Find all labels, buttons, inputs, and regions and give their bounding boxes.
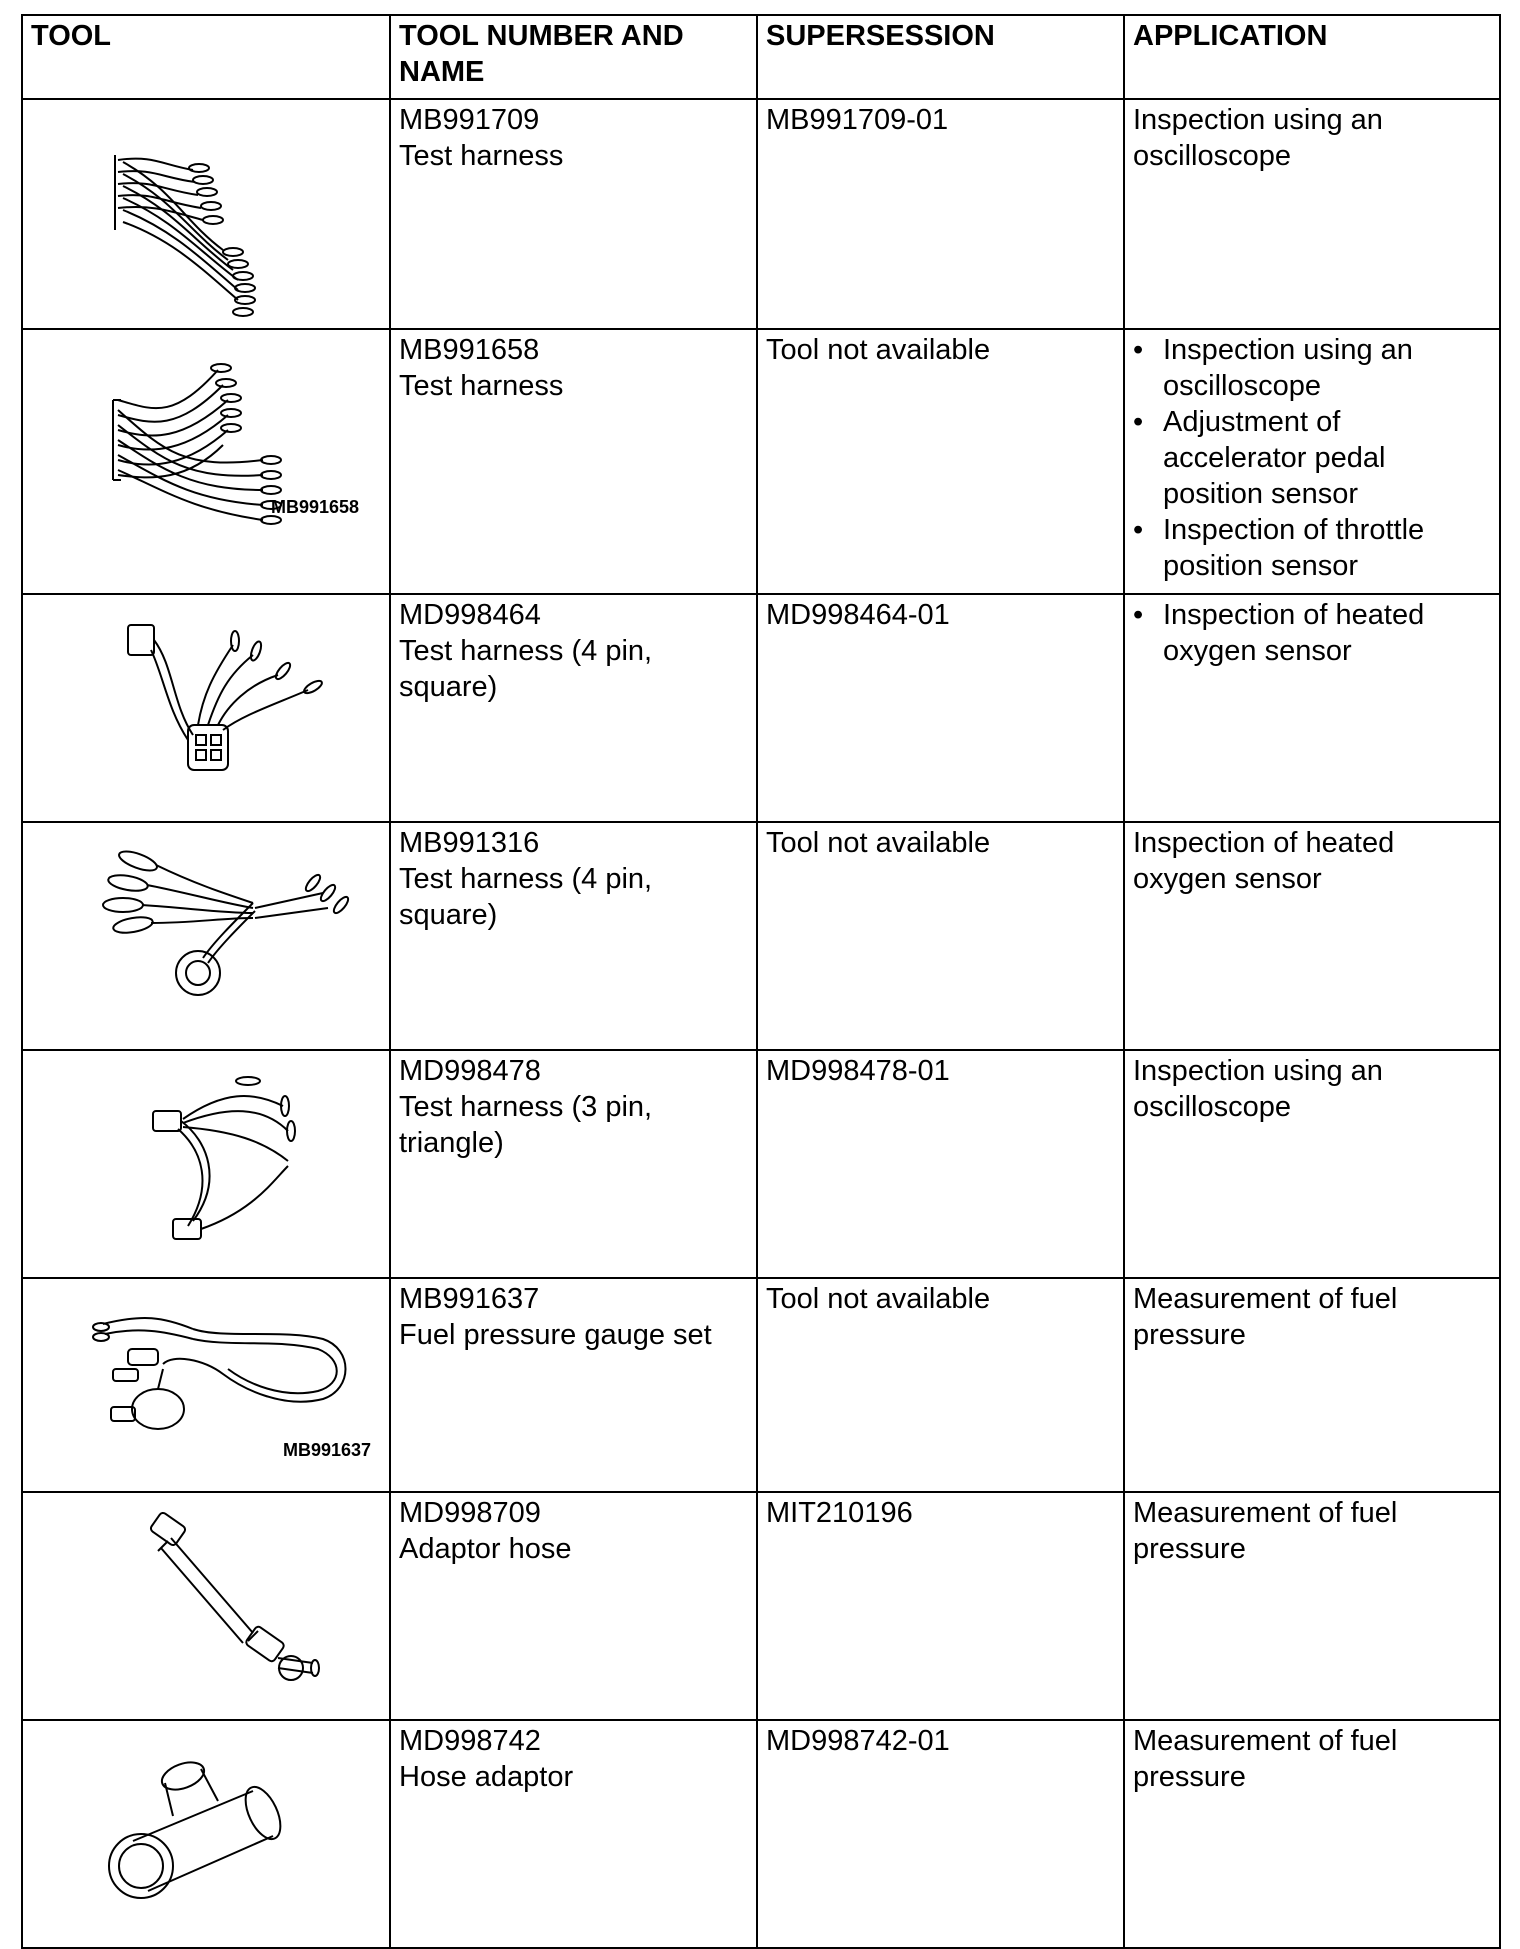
tool-name: Hose adaptor	[399, 1761, 574, 1793]
tool-number: MB991316	[399, 827, 540, 859]
tool-name: Test harness	[399, 140, 564, 172]
adaptor-hose-icon	[23, 1493, 387, 1717]
hose-adaptor-icon	[23, 1721, 387, 1945]
tool-number-name-cell	[390, 594, 757, 822]
header-application: APPLICATION	[1124, 15, 1500, 99]
image-part-number-label: MB991658	[271, 497, 360, 517]
tool-number: MD998478	[399, 1055, 541, 1087]
tool-number: MD998709	[399, 1497, 541, 1529]
table-row	[22, 99, 1500, 329]
special-tools-table	[21, 14, 1501, 1949]
header-supersession: SUPERSESSION	[757, 15, 1124, 99]
supersession-cell: Tool not available	[757, 329, 1124, 594]
application-cell	[1124, 1050, 1500, 1278]
tool-number: MB991658	[399, 334, 540, 366]
table-row	[22, 1720, 1500, 1948]
tool-number-name-cell	[390, 1278, 757, 1492]
tool-number-name-cell	[390, 329, 757, 594]
tool-name: Test harness (3 pin, triangle)	[399, 1091, 653, 1159]
tool-image-cell	[22, 1050, 390, 1278]
tool-image-cell	[22, 1492, 390, 1720]
header-row	[22, 15, 1500, 99]
application-cell	[1124, 1492, 1500, 1720]
application-text: Inspection using an oscilloscope	[1133, 104, 1383, 172]
tool-name: Adaptor hose	[399, 1533, 572, 1565]
tool-number-name-cell	[390, 822, 757, 1050]
test-harness-3pin-icon	[23, 1051, 387, 1275]
tool-number-name-cell	[390, 1492, 757, 1720]
supersession-cell: Tool not available	[757, 1278, 1124, 1492]
tool-name: Test harness (4 pin, square)	[399, 635, 653, 703]
tool-image-cell	[22, 1278, 390, 1492]
application-text: Measurement of fuel pressure	[1133, 1725, 1398, 1793]
supersession-cell: MD998742-01	[757, 1720, 1124, 1948]
tool-number: MB991709	[399, 104, 540, 136]
application-item: • Inspection of heated oxygen sensor	[1163, 597, 1491, 669]
table-row	[22, 594, 1500, 822]
tool-number-name-cell	[390, 1050, 757, 1278]
tool-number: MD998742	[399, 1725, 541, 1757]
application-item: • Inspection using an oscilloscope	[1163, 332, 1491, 404]
tool-name: Test harness	[399, 370, 564, 402]
table-row	[22, 329, 1500, 594]
application-list	[1133, 597, 1491, 669]
tool-name: Fuel pressure gauge set	[399, 1319, 712, 1351]
application-cell	[1124, 1278, 1500, 1492]
application-cell	[1124, 99, 1500, 329]
tool-number-name-cell	[390, 1720, 757, 1948]
tool-image-cell	[22, 594, 390, 822]
table-row	[22, 1492, 1500, 1720]
application-text: Inspection of heated oxygen sensor	[1133, 827, 1395, 895]
tool-number-name-cell	[390, 99, 757, 329]
application-item: • Inspection of throttle position sensor	[1163, 512, 1491, 584]
supersession-cell: MIT210196	[757, 1492, 1124, 1720]
test-harness-icon	[23, 100, 387, 326]
tool-image-cell	[22, 99, 390, 329]
supersession-cell: MB991709-01	[757, 99, 1124, 329]
supersession-cell: MD998464-01	[757, 594, 1124, 822]
application-cell	[1124, 329, 1500, 594]
test-harness-4pin-icon	[23, 595, 387, 819]
application-cell	[1124, 822, 1500, 1050]
header-tool-number-and-name: TOOL NUMBER AND NAME	[390, 15, 757, 99]
application-cell	[1124, 1720, 1500, 1948]
tool-name: Test harness (4 pin, square)	[399, 863, 653, 931]
header-tool: TOOL	[22, 15, 390, 99]
tool-image-cell	[22, 822, 390, 1050]
test-harness-4pin-icon	[23, 823, 387, 1047]
tool-number: MD998464	[399, 599, 541, 631]
application-list	[1133, 332, 1491, 584]
application-text: Measurement of fuel pressure	[1133, 1497, 1398, 1565]
application-text: Measurement of fuel pressure	[1133, 1283, 1398, 1351]
table-row	[22, 822, 1500, 1050]
image-part-number-label: MB991637	[283, 1440, 372, 1460]
table-row	[22, 1278, 1500, 1492]
application-cell	[1124, 594, 1500, 822]
table-row	[22, 1050, 1500, 1278]
supersession-cell: MD998478-01	[757, 1050, 1124, 1278]
application-item: • Adjustment of accelerator pedal position sensor	[1163, 404, 1491, 512]
tool-number: MB991637	[399, 1283, 540, 1315]
tool-image-cell	[22, 329, 390, 594]
tool-image-cell	[22, 1720, 390, 1948]
supersession-cell: Tool not available	[757, 822, 1124, 1050]
application-text: Inspection using an oscilloscope	[1133, 1055, 1383, 1123]
test-harness-icon	[23, 330, 387, 591]
